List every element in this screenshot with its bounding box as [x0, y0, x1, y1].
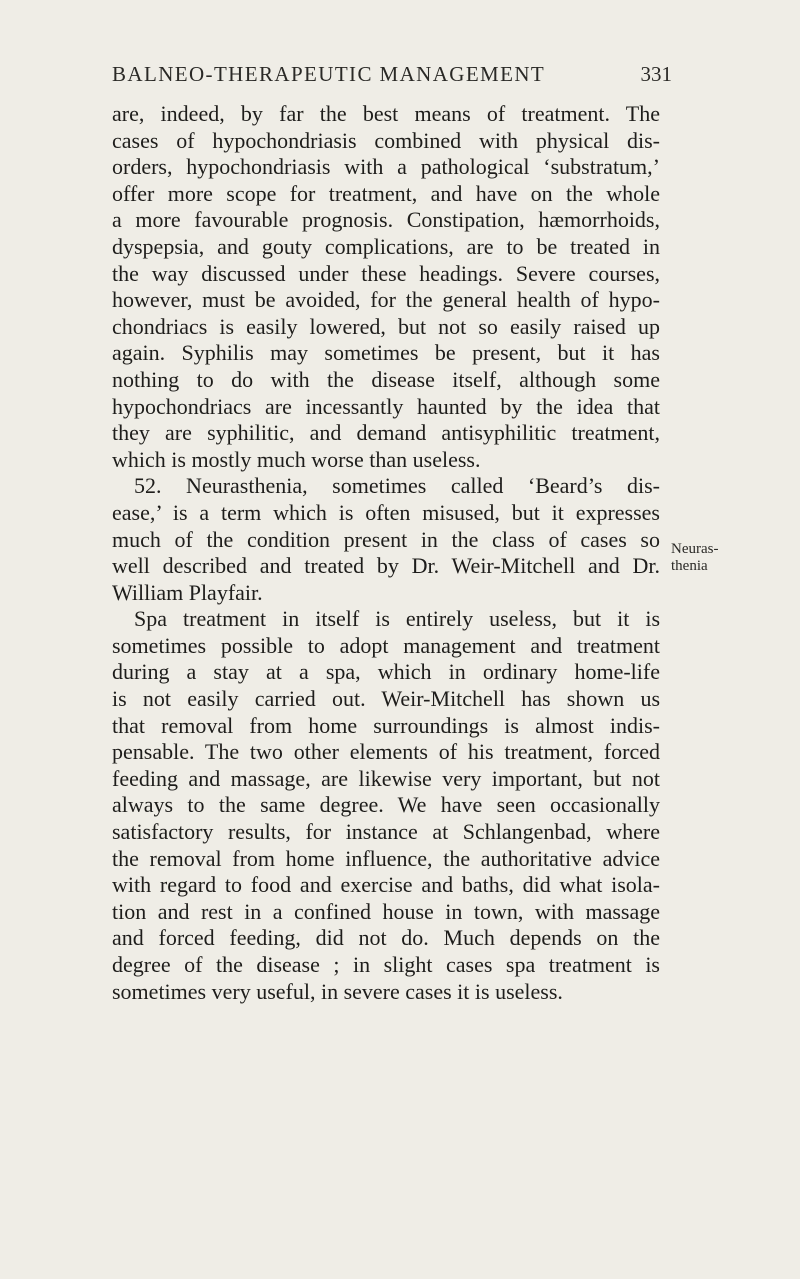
text-line: a more favourable prognosis. Constipation, hæmorrhoids,	[112, 207, 660, 233]
text-line: orders, hypochondriasis with a pathological ‘substratum,’	[112, 154, 660, 180]
text-line: however, must be avoided, for the general health of hypo-	[112, 287, 660, 313]
text-line: sometimes possible to adopt management and treatment	[112, 632, 660, 658]
text-line: degree of the disease ; in slight cases spa treatment is	[112, 952, 660, 977]
text-line: satisfactory results, for instance at Schlangenbad, where	[112, 819, 660, 845]
text-line: hypochondriacs are incessantly haunted by the idea that	[112, 393, 660, 419]
text-line: dyspepsia, and gouty complications, are to be treated in	[112, 233, 660, 259]
text-line: that removal from home surroundings is almost indis-	[112, 712, 660, 738]
text-line: feeding and massage, are likewise very important, but not	[112, 765, 660, 791]
text-line: the way discussed under these headings. Severe courses,	[112, 260, 660, 286]
text-line: Spa treatment in itself is entirely useless, but it is	[134, 606, 660, 632]
text-line: tion and rest in a confined house in town, with massage	[112, 898, 660, 924]
text-line: are, indeed, by far the best means of treatment. The	[112, 101, 660, 126]
text-line: chondriacs is easily lowered, but not so easily raised up	[112, 313, 660, 339]
margin-note-line: Neuras-	[671, 541, 719, 557]
margin-note	[671, 541, 731, 575]
body-text	[112, 101, 660, 1005]
text-line: offer more scope for treatment, and have on the whole	[112, 180, 660, 206]
text-line: with regard to food and exercise and baths, did what isola-	[112, 872, 660, 898]
text-line: again. Syphilis may sometimes be present, but it has	[112, 340, 660, 366]
text-line: during a stay at a spa, which in ordinary home-life	[112, 659, 660, 685]
text-line: they are syphilitic, and demand antisyphilitic treatment,	[112, 420, 660, 446]
text-line: the removal from home influence, the authoritative advice	[112, 845, 660, 871]
text-line: cases of hypochondriasis combined with physical dis-	[112, 127, 660, 153]
text-line: William Playfair.	[112, 579, 263, 605]
text-line: much of the condition present in the class of cases so	[112, 526, 660, 552]
text-line: sometimes very useful, in severe cases it is useless.	[112, 978, 563, 1004]
margin-note-line: thenia	[671, 558, 708, 574]
text-line: ease,’ is a term which is often misused, but it expresses	[112, 499, 660, 525]
text-line: and forced feeding, did not do. Much depends on the	[112, 925, 660, 951]
text-line: 52. Neurasthenia, sometimes called ‘Beard’s dis-	[134, 473, 660, 499]
page-number: 331	[640, 62, 672, 86]
text-line: well described and treated by Dr. Weir-Mitchell and Dr.	[112, 553, 660, 579]
text-line: which is mostly much worse than useless.	[112, 446, 481, 472]
text-line: always to the same degree. We have seen occasionally	[112, 792, 660, 818]
text-line: pensable. The two other elements of his treatment, forced	[112, 739, 660, 765]
running-title: BALNEO-THERAPEUTIC MANAGEMENT	[112, 62, 546, 86]
running-header	[112, 62, 672, 92]
text-line: nothing to do with the disease itself, although some	[112, 366, 660, 392]
text-line: is not easily carried out. Weir-Mitchell has shown us	[112, 686, 660, 712]
